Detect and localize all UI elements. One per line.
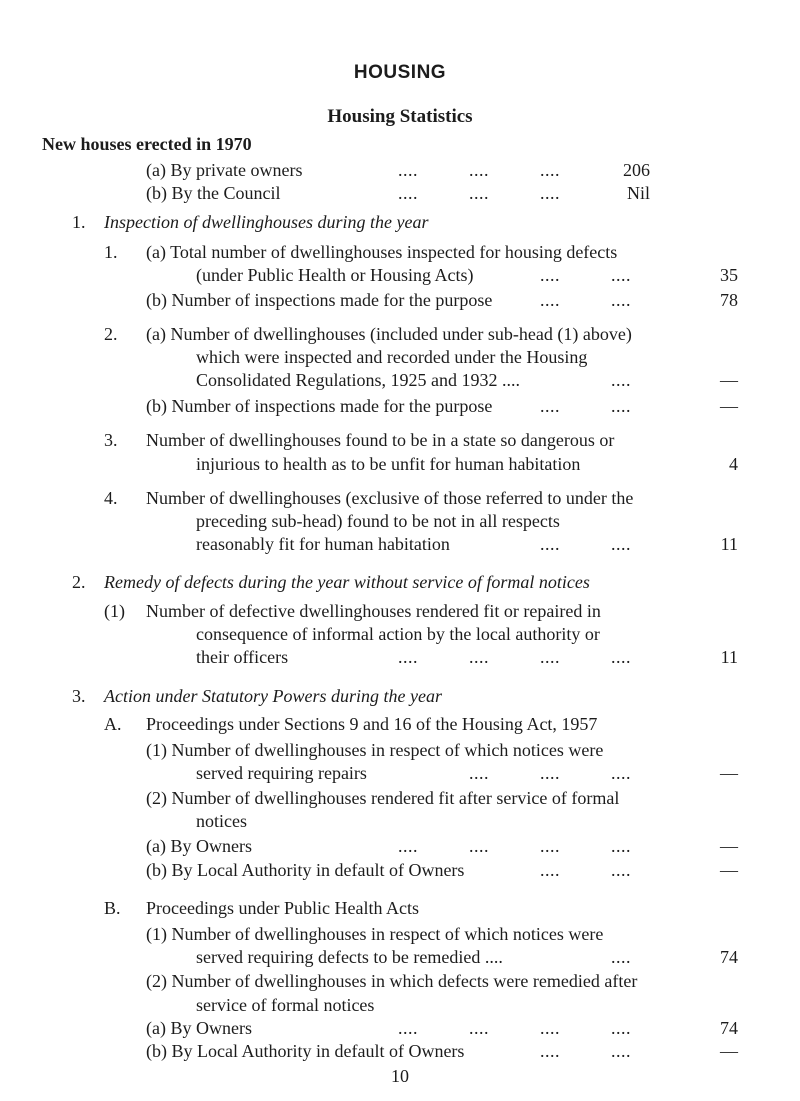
- leader-dots: ....: [611, 859, 631, 880]
- leader-dots: ....: [611, 1040, 631, 1061]
- item-number: (1): [104, 601, 125, 621]
- leader-dots: ....: [540, 182, 560, 203]
- new-houses-item-b-value: Nil: [626, 182, 650, 203]
- new-houses-item-b-label: (b) By the Council: [146, 182, 281, 203]
- section-1-heading: Inspection of dwellinghouses during the year: [104, 212, 429, 233]
- item-value: 11: [720, 647, 738, 668]
- leader-dots: ....: [540, 396, 560, 417]
- leader-dots: ....: [611, 265, 631, 286]
- item-text: Number of defective dwellinghouses rendered fit or repaired in: [146, 601, 601, 621]
- leader-dots: ....: [398, 182, 418, 203]
- leader-dots: ....: [611, 396, 631, 417]
- leader-dots: ....: [469, 159, 489, 180]
- leader-dots: ....: [540, 835, 560, 856]
- section-1-number: 1.: [72, 212, 86, 233]
- item-text: (b) Number of inspections made for the purpose: [146, 396, 493, 417]
- page-title: HOUSING: [353, 62, 447, 83]
- item-text: their officers: [196, 647, 289, 668]
- leader-dots: ....: [611, 762, 631, 783]
- item-number: 1.: [104, 242, 118, 263]
- new-houses-item-a-value: 206: [623, 159, 650, 180]
- item-text: consequence of informal action by the local authority or: [196, 624, 600, 645]
- item-text: (a) By Owners: [146, 1017, 252, 1038]
- item-text: notices: [196, 810, 247, 831]
- leader-dots: ....: [469, 1017, 489, 1038]
- item-value: 11: [720, 533, 738, 554]
- item-number: 3.: [104, 429, 118, 450]
- item-text: injurious to health as to be unfit for human habitation: [196, 453, 581, 474]
- leader-dots: ....: [540, 1040, 560, 1061]
- item-value: —: [720, 1040, 738, 1061]
- section-3-number: 3.: [72, 685, 86, 706]
- leader-dots: ....: [540, 290, 560, 311]
- subsection-heading: Proceedings under Sections 9 and 16 of the Housing Act, 1957: [146, 713, 598, 734]
- item-value: 4: [729, 453, 738, 474]
- item-text: served requiring defects to be remedied ....: [196, 947, 503, 968]
- item-value: —: [720, 762, 738, 783]
- leader-dots: ....: [540, 762, 560, 783]
- item-value: —: [720, 396, 738, 417]
- new-houses-item-a-label: (a) By private owners: [146, 159, 303, 180]
- section-2-heading: Remedy of defects during the year without service of formal notices: [104, 572, 590, 593]
- item-text: (b) By Local Authority in default of Owners: [146, 1040, 465, 1061]
- item-text: (2) Number of dwellinghouses rendered fit after service of formal: [146, 787, 620, 808]
- section-3-heading: Action under Statutory Powers during the year: [104, 685, 442, 706]
- leader-dots: ....: [398, 835, 418, 856]
- item-value: —: [720, 835, 738, 856]
- leader-dots: ....: [540, 647, 560, 668]
- item-text: Consolidated Regulations, 1925 and 1932 ....: [196, 370, 520, 391]
- leader-dots: ....: [611, 835, 631, 856]
- item-text: which were inspected and recorded under the Housing: [196, 347, 588, 368]
- item-value: 78: [720, 290, 738, 311]
- leader-dots: ....: [469, 762, 489, 783]
- subsection-heading: Proceedings under Public Health Acts: [146, 898, 419, 919]
- item-text: service of formal notices: [196, 994, 375, 1015]
- leader-dots: ....: [398, 647, 418, 668]
- leader-dots: ....: [540, 159, 560, 180]
- item-text: (a) Total number of dwellinghouses inspected for housing defects: [146, 242, 618, 263]
- item-text: Number of dwellinghouses (exclusive of those referred to under the: [146, 487, 634, 508]
- item-number: 4.: [104, 487, 118, 508]
- item-text: Number of dwellinghouses found to be in a state so dangerous or: [146, 429, 615, 450]
- new-houses-heading: New houses erected in 1970: [42, 133, 252, 154]
- leader-dots: ....: [540, 1017, 560, 1038]
- item-value: 35: [720, 265, 738, 286]
- leader-dots: ....: [611, 947, 631, 968]
- leader-dots: ....: [469, 647, 489, 668]
- leader-dots: ....: [611, 370, 631, 391]
- leader-dots: ....: [398, 159, 418, 180]
- leader-dots: ....: [469, 835, 489, 856]
- item-value: —: [720, 859, 738, 880]
- item-value: —: [720, 370, 738, 391]
- leader-dots: ....: [540, 859, 560, 880]
- item-text: (under Public Health or Housing Acts): [196, 265, 474, 286]
- leader-dots: ....: [611, 533, 631, 554]
- page-subtitle: Housing Statistics: [327, 106, 473, 127]
- item-text: (b) Number of inspections made for the purpose: [146, 290, 493, 311]
- subsection-letter: B.: [104, 898, 121, 919]
- item-value: 74: [720, 947, 738, 968]
- item-text: reasonably fit for human habitation: [196, 533, 450, 554]
- item-value: 74: [720, 1017, 738, 1038]
- leader-dots: ....: [611, 1017, 631, 1038]
- leader-dots: ....: [540, 265, 560, 286]
- leader-dots: ....: [540, 533, 560, 554]
- item-text: (2) Number of dwellinghouses in which defects were remedied after: [146, 971, 638, 992]
- leader-dots: ....: [398, 1017, 418, 1038]
- item-text: (a) Number of dwellinghouses (included under sub-head (1) above): [146, 324, 632, 344]
- page-number: 10: [391, 1066, 409, 1086]
- item-text: preceding sub-head) found to be not in all respects: [196, 510, 560, 531]
- item-number: 2.: [104, 324, 118, 344]
- leader-dots: ....: [611, 290, 631, 311]
- leader-dots: ....: [611, 647, 631, 668]
- item-text: (a) By Owners: [146, 835, 252, 856]
- item-text: served requiring repairs: [196, 762, 367, 783]
- leader-dots: ....: [469, 182, 489, 203]
- item-text: (1) Number of dwellinghouses in respect of which notices were: [146, 924, 604, 945]
- subsection-letter: A.: [104, 713, 122, 734]
- section-2-number: 2.: [72, 572, 86, 593]
- item-text: (1) Number of dwellinghouses in respect of which notices were: [146, 739, 604, 760]
- item-text: (b) By Local Authority in default of Owners: [146, 859, 465, 880]
